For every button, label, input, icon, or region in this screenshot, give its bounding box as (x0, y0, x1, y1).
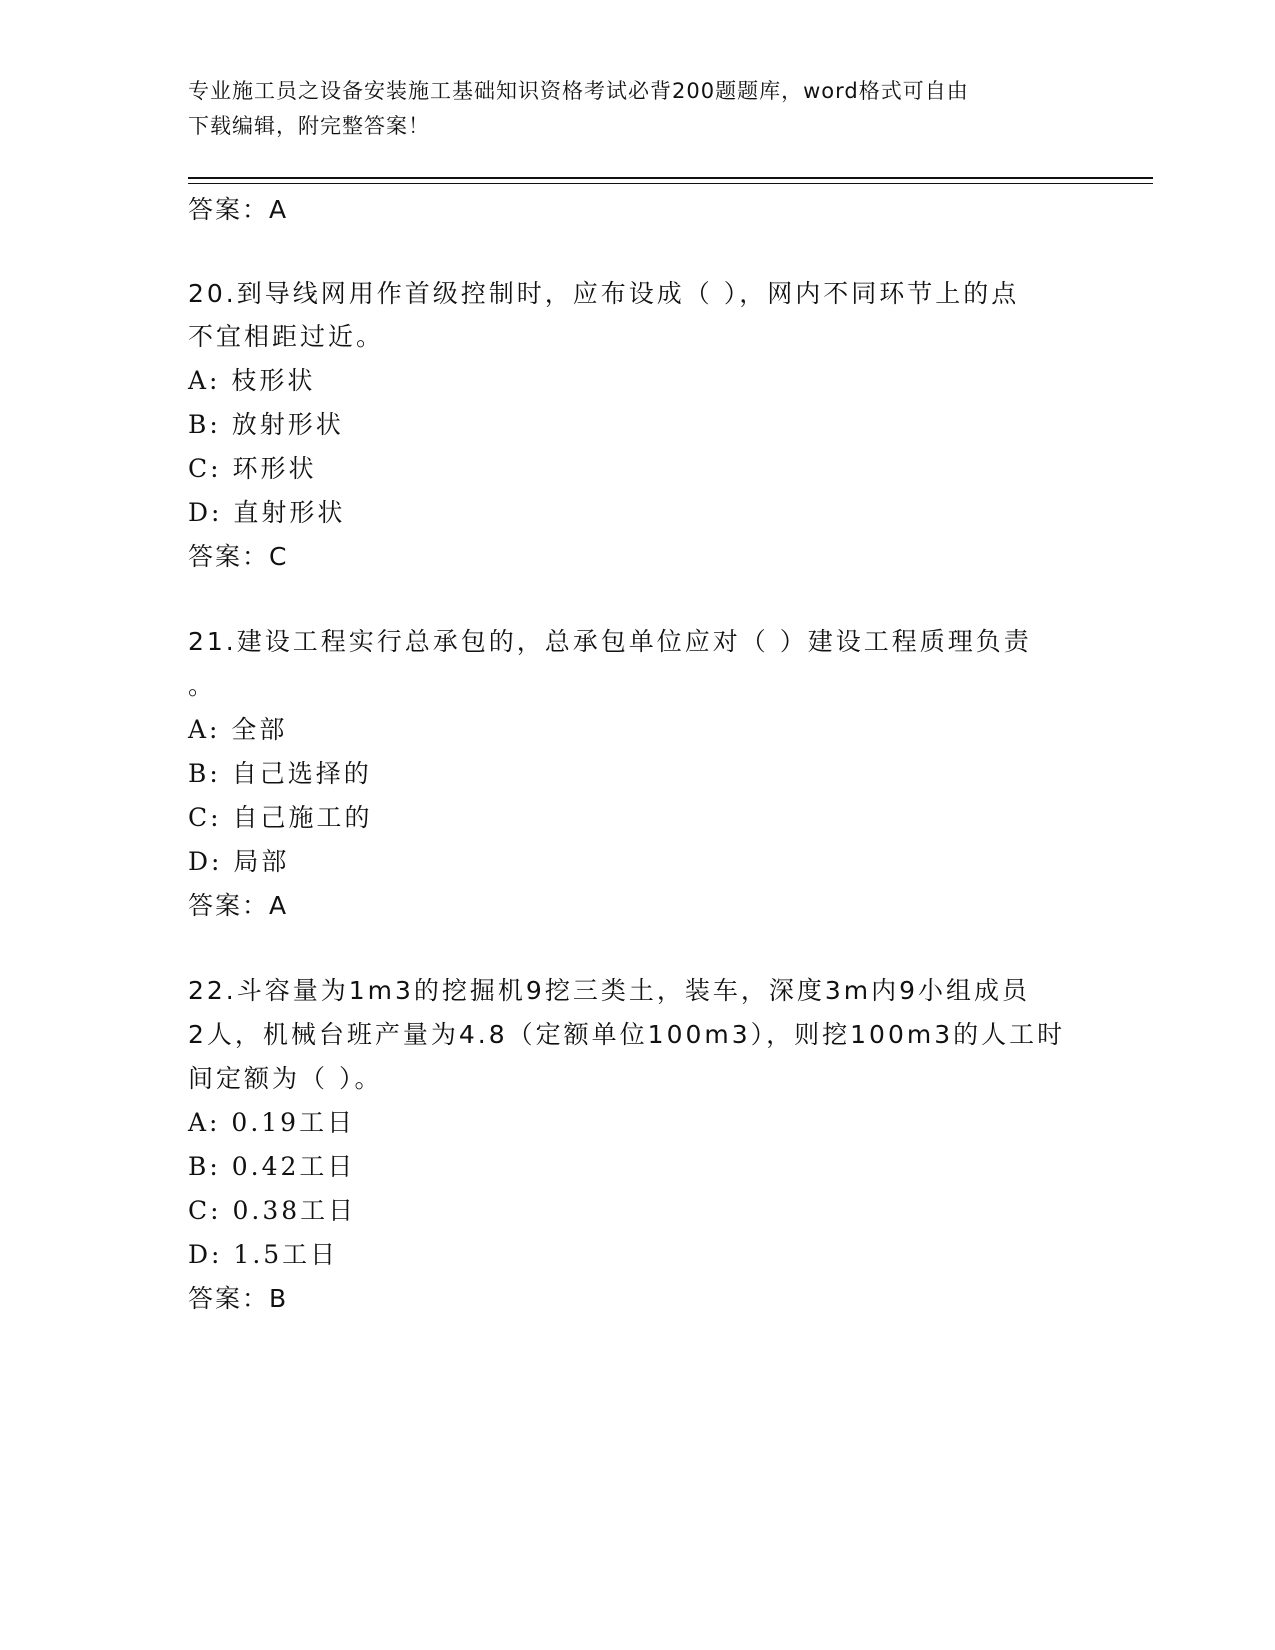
question-22-line-1: 22.斗容量为1m3的挖掘机9挖三类土，装车，深度3m内9小组成员 (188, 976, 1030, 1005)
question-21-line-1: 21.建设工程实行总承包的，总承包单位应对（ ）建设工程质理负责 (188, 627, 1032, 656)
question-21-option-a: A: 全部 (188, 715, 288, 744)
question-20-option-a: A: 枝形状 (188, 366, 316, 395)
question-21-option-b: B: 自己选择的 (188, 759, 372, 788)
question-22-answer: 答案：B (188, 1284, 289, 1313)
header-line-2: 下载编辑，附完整答案！ (188, 114, 430, 138)
question-22-line-2: 2人，机械台班产量为4.8（定额单位100m3），则挖100m3的人工时 (188, 1020, 1066, 1049)
question-20-option-c: C: 环形状 (188, 454, 317, 483)
document-header (188, 74, 1078, 144)
question-20-line-2: 不宜相距过近。 (188, 322, 385, 351)
previous-answer: 答案：A (188, 195, 289, 224)
question-21-option-d: D: 局部 (188, 847, 290, 876)
question-20-option-d: D: 直射形状 (188, 498, 346, 527)
question-21-line-2: 。 (188, 671, 217, 700)
question-20-line-1: 20.到导线网用作首级控制时，应布设成（ ），网内不同环节上的点 (188, 279, 1020, 308)
question-22-option-c: C: 0.38工日 (188, 1196, 357, 1225)
question-22-line-3: 间定额为（ ）。 (188, 1064, 383, 1093)
question-22-option-a: A: 0.19工日 (188, 1108, 356, 1137)
question-20-option-b: B: 放射形状 (188, 410, 344, 439)
question-22-option-d: D: 1.5工日 (188, 1240, 339, 1269)
question-21-answer: 答案：A (188, 891, 289, 920)
header-rule-bottom (188, 183, 1153, 184)
header-rule-top (188, 177, 1153, 179)
question-20-answer: 答案：C (188, 542, 289, 571)
question-22-option-b: B: 0.42工日 (188, 1152, 356, 1181)
question-21-option-c: C: 自己施工的 (188, 803, 373, 832)
header-line-1: 专业施工员之设备安装施工基础知识资格考试必背200题题库，word格式可自由 (188, 79, 969, 103)
